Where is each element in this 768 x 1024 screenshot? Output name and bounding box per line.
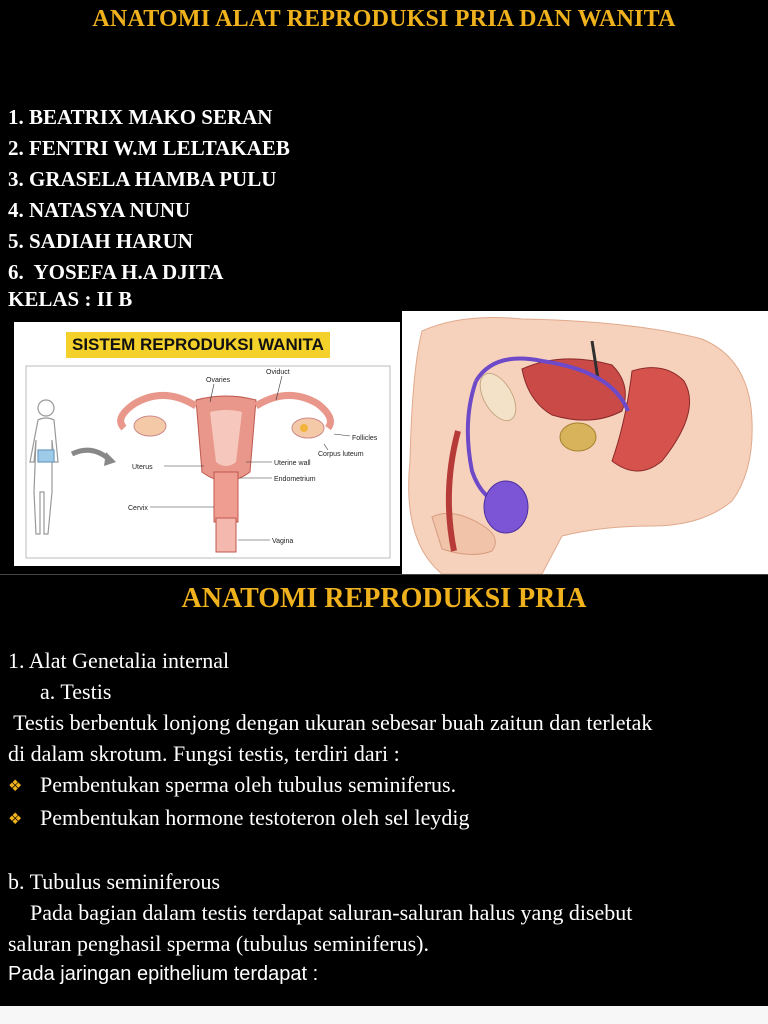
paragraph-line: Pada jaringan epithelium terdapat : bbox=[8, 963, 319, 985]
member-item: 1. BEATRIX MAKO SERAN bbox=[8, 105, 273, 129]
label-ovaries: Ovaries bbox=[206, 377, 231, 384]
paragraph-line: di dalam skrotum. Fungsi testis, terdiri dari : bbox=[8, 741, 400, 766]
label-follicles: Follicles bbox=[352, 435, 378, 442]
spacer bbox=[8, 835, 764, 866]
subheading-tubulus: b. Tubulus seminiferous bbox=[8, 869, 221, 894]
bullet-item bbox=[8, 802, 764, 835]
paragraph-line: Testis berbentuk lonjong dengan ukuran sebesar buah zaitun dan terletak bbox=[8, 710, 653, 735]
member-item: 5. SADIAH HARUN bbox=[8, 229, 193, 253]
label-uterus: Uterus bbox=[132, 464, 153, 471]
slide-1-title: ANATOMI ALAT REPRODUKSI PRIA DAN WANITA bbox=[92, 6, 676, 32]
male-anatomy-illustration bbox=[402, 311, 768, 574]
diamond-bullet-icon: ❖ bbox=[8, 811, 23, 828]
label-vagina: Vagina bbox=[272, 538, 294, 545]
label-uterine-wall: Uterine wall bbox=[274, 460, 311, 467]
paragraph-line: Pada bagian dalam testis terdapat saluran-saluran halus yang disebut bbox=[8, 900, 633, 925]
member-item: 4. NATASYA NUNU bbox=[8, 198, 191, 222]
label-corpus-luteum: Corpus luteum bbox=[318, 451, 364, 458]
class-label: KELAS : II B bbox=[8, 287, 133, 311]
member-item: 2. FENTRI W.M LELTAKAEB bbox=[8, 136, 290, 160]
member-item: 3. GRASELA HAMBA PULU bbox=[8, 167, 277, 191]
slide-2-title: ANATOMI REPRODUKSI PRIA bbox=[181, 583, 587, 614]
bullet-item bbox=[8, 769, 764, 802]
male-reproductive-figure bbox=[402, 311, 768, 574]
label-oviduct: Oviduct bbox=[266, 369, 290, 376]
bullet-text: Pembentukan sperma oleh tubulus seminiferus. bbox=[40, 772, 457, 797]
section-heading: 1. Alat Genetalia internal bbox=[8, 648, 230, 673]
bullet-text: Pembentukan hormone testoteron oleh sel leydig bbox=[40, 805, 470, 830]
figure-header: SISTEM REPRODUKSI WANITA bbox=[66, 332, 330, 358]
member-list bbox=[8, 102, 290, 288]
slide-2-body bbox=[8, 645, 764, 990]
next-slide-edge bbox=[0, 1006, 768, 1024]
slide-2 bbox=[0, 575, 768, 1024]
label-cervix: Cervix bbox=[128, 505, 148, 512]
subheading-testis: a. Testis bbox=[40, 679, 112, 704]
member-item: 6. YOSEFA H.A DJITA bbox=[8, 260, 224, 284]
female-reproductive-figure bbox=[14, 322, 400, 566]
paragraph-line: saluran penghasil sperma (tubulus seminiferus). bbox=[8, 931, 429, 956]
diamond-bullet-icon: ❖ bbox=[8, 778, 23, 795]
label-endometrium: Endometrium bbox=[274, 476, 316, 483]
female-anatomy-illustration bbox=[14, 322, 400, 566]
